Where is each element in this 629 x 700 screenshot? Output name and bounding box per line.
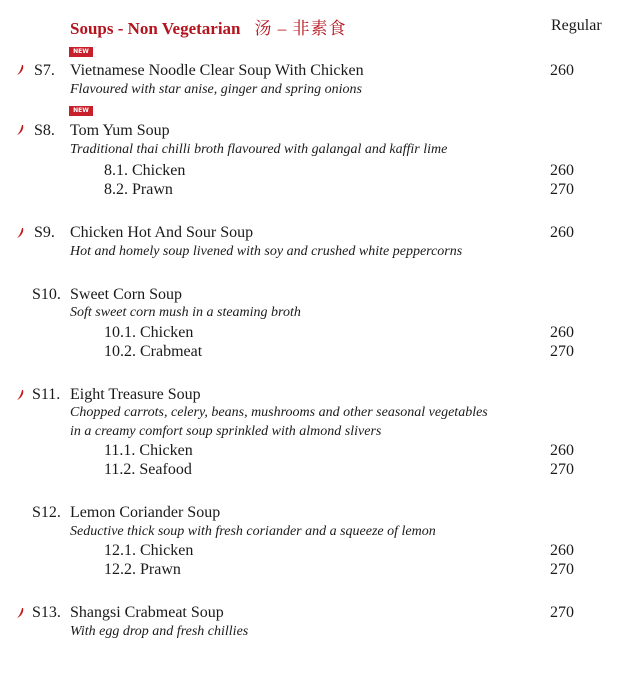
item-code: S10. bbox=[32, 286, 61, 303]
sub-item-price: 270 bbox=[550, 343, 574, 360]
item-code: S12. bbox=[32, 504, 61, 521]
chili-icon bbox=[15, 607, 25, 619]
item-description: Traditional thai chilli broth flavoured with galangal and kaffir lime bbox=[70, 142, 448, 157]
item-name: Vietnamese Noodle Clear Soup With Chicken bbox=[70, 62, 364, 79]
sub-item-price: 270 bbox=[550, 561, 574, 578]
chili-icon bbox=[15, 389, 25, 401]
item-name: Chicken Hot And Sour Soup bbox=[70, 224, 254, 241]
item-name: Lemon Coriander Soup bbox=[70, 504, 221, 521]
item-description: Chopped carrots, celery, beans, mushrooms and other seasonal vegetables bbox=[70, 405, 488, 420]
item-price: 270 bbox=[550, 604, 574, 621]
title-chinese: 汤 – 非素食 bbox=[254, 19, 347, 38]
item-price: 260 bbox=[550, 224, 574, 241]
item-name: Shangsi Crabmeat Soup bbox=[70, 604, 224, 621]
sub-item-label: 12.2. Prawn bbox=[104, 561, 181, 578]
item-code: S13. bbox=[32, 604, 61, 621]
chili-icon bbox=[15, 64, 25, 76]
menu-section-title bbox=[70, 14, 347, 39]
sub-item-price: 260 bbox=[550, 162, 574, 179]
item-description: Hot and homely soup livened with soy and crushed white peppercorns bbox=[70, 244, 463, 259]
sub-item-label: 11.1. Chicken bbox=[104, 442, 193, 459]
sub-item-label: 8.2. Prawn bbox=[104, 181, 173, 198]
sub-item-label: 10.2. Crabmeat bbox=[104, 343, 203, 360]
price-column-header: Regular bbox=[551, 17, 602, 34]
sub-item-price: 270 bbox=[550, 461, 574, 478]
sub-item-price: 260 bbox=[550, 542, 574, 559]
sub-item-price: 260 bbox=[550, 324, 574, 341]
item-description: Flavoured with star anise, ginger and spring onions bbox=[70, 82, 362, 97]
item-description: Soft sweet corn mush in a steaming broth bbox=[70, 305, 301, 320]
item-name: Eight Treasure Soup bbox=[70, 386, 201, 403]
sub-item-label: 12.1. Chicken bbox=[104, 542, 194, 559]
item-code: S7. bbox=[34, 62, 55, 79]
item-price: 260 bbox=[550, 62, 574, 79]
item-description: With egg drop and fresh chillies bbox=[70, 624, 249, 639]
item-name: Tom Yum Soup bbox=[70, 122, 170, 139]
item-code: S9. bbox=[34, 224, 55, 241]
sub-item-label: 11.2. Seafood bbox=[104, 461, 192, 478]
sub-item-price: 270 bbox=[550, 181, 574, 198]
sub-item-label: 10.1. Chicken bbox=[104, 324, 194, 341]
item-name: Sweet Corn Soup bbox=[70, 286, 182, 303]
new-badge: NEW bbox=[69, 106, 93, 116]
title-english: Soups - Non Vegetarian bbox=[70, 19, 241, 38]
chili-icon bbox=[15, 227, 25, 239]
item-description-line2: in a creamy comfort soup sprinkled with almond slivers bbox=[70, 424, 382, 439]
chili-icon bbox=[15, 124, 25, 136]
item-code: S8. bbox=[34, 122, 55, 139]
item-description: Seductive thick soup with fresh coriander and a squeeze of lemon bbox=[70, 524, 436, 539]
item-code: S11. bbox=[32, 386, 61, 403]
new-badge: NEW bbox=[69, 47, 93, 57]
sub-item-price: 260 bbox=[550, 442, 574, 459]
sub-item-label: 8.1. Chicken bbox=[104, 162, 186, 179]
